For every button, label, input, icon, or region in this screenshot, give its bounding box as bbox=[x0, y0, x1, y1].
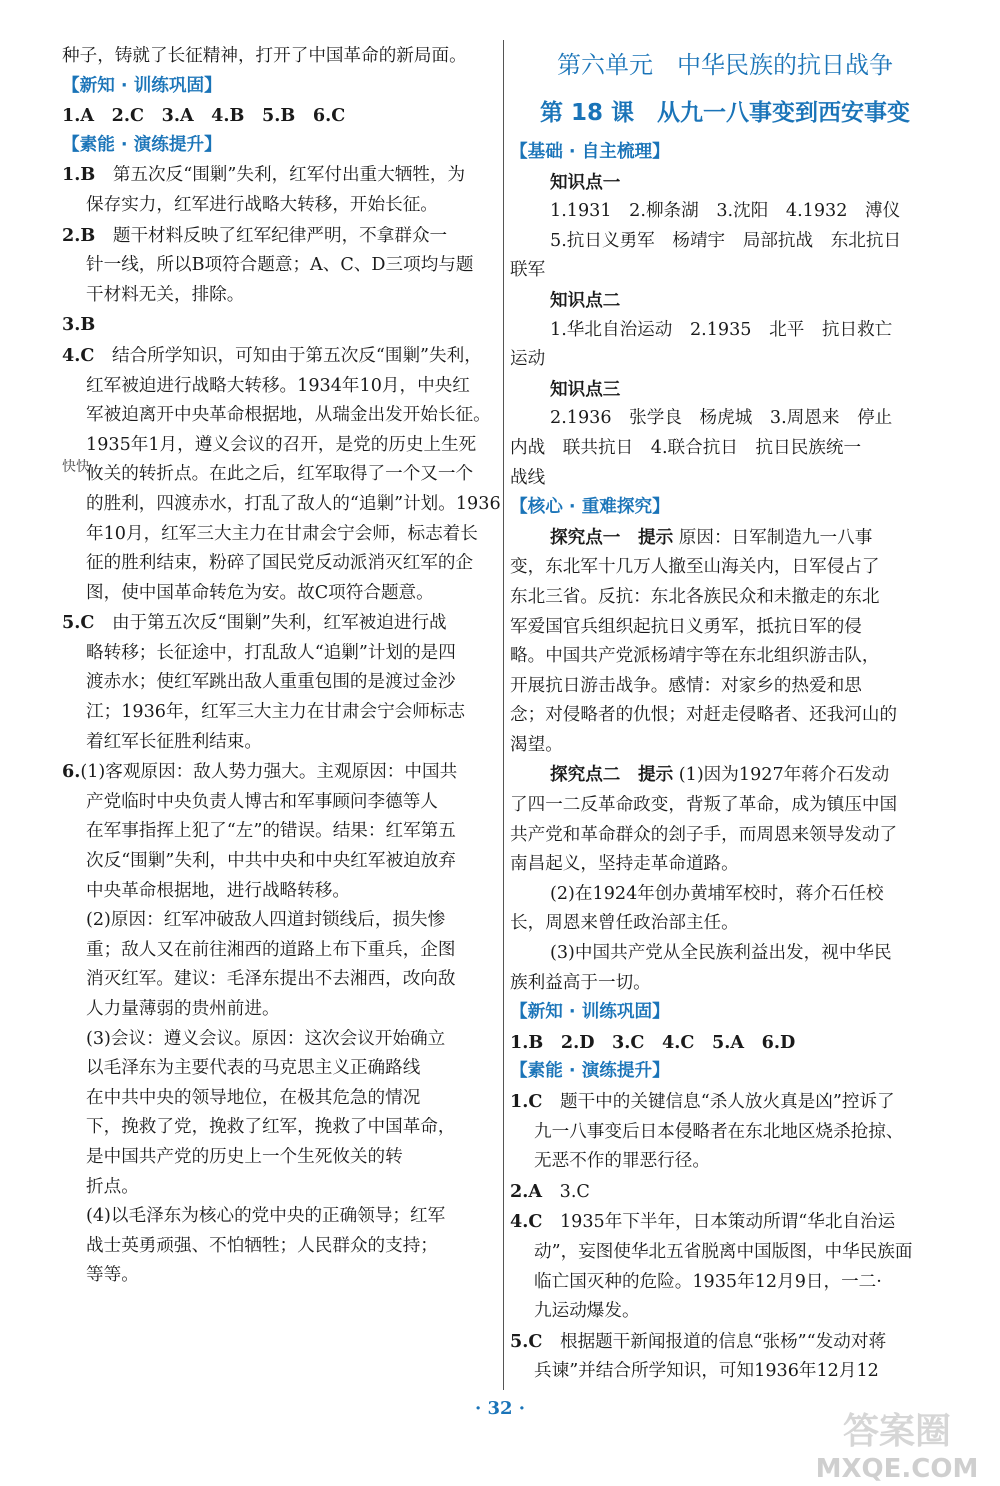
answer-line bbox=[62, 160, 502, 191]
p2-line: 了四一二反革命政变，背叛了革命，成为镇压中国 bbox=[510, 795, 898, 816]
answer-text: (2)原因：红军冲破敌人四道封锁线后，损失惨 bbox=[86, 910, 446, 931]
explore-point-1-first bbox=[510, 523, 940, 554]
answer-text: 消灭红军。建议：毛泽东提出不去湘西，改向敌 bbox=[86, 969, 456, 990]
answer-line bbox=[62, 1113, 502, 1143]
answer-line bbox=[510, 1327, 940, 1358]
explore-point-2-label: 探究点二 提示 bbox=[550, 764, 674, 786]
answer-line bbox=[62, 1025, 502, 1055]
answer-text: 渡赤水；使红军跳出敌人重重包围的是渡过金沙 bbox=[86, 672, 456, 693]
explore-point-2-text: (1)因为1927年蒋介石发动 bbox=[673, 765, 890, 786]
p4-line: 族利益高于一切。 bbox=[510, 972, 651, 993]
k3-line: 2.1936 张学良 杨虎城 3.周恩来 停止 bbox=[550, 408, 893, 429]
question-number: 3.B bbox=[62, 314, 96, 336]
answer-text: 战士英勇顽强、不怕牺牲；人民群众的支持； bbox=[86, 1235, 438, 1256]
knowledge-point-1: 知识点一 bbox=[550, 171, 621, 193]
left-answer-lines bbox=[62, 160, 502, 1291]
question-number: 2.B bbox=[62, 224, 96, 246]
answer-list-2: 1.B 2.D 3.C 4.C 5.A 6.D bbox=[510, 1031, 796, 1053]
side-mark: 快快 bbox=[62, 459, 90, 475]
answer-list: 1.A 2.C 3.A 4.B 5.B 6.C bbox=[62, 105, 346, 127]
question-number: 5.C bbox=[62, 612, 95, 634]
p1-line: 念；对侵略者的仇恨；对赶走侵略者、还我河山的 bbox=[510, 705, 898, 726]
answer-line bbox=[510, 1207, 940, 1238]
column-divider bbox=[503, 40, 504, 1390]
answer-line bbox=[62, 995, 502, 1025]
answer-line bbox=[62, 251, 502, 281]
answer-line bbox=[510, 1357, 940, 1387]
answer-line bbox=[62, 1143, 502, 1173]
answer-text: 由于第五次反“围剿”失利，红军被迫进行战 bbox=[94, 613, 447, 634]
answer-text: 根据题干新闻报道的信息“张杨”“发动对蒋 bbox=[542, 1331, 887, 1352]
answer-line bbox=[62, 460, 502, 490]
answer-line bbox=[62, 936, 502, 966]
answer-line bbox=[62, 906, 502, 936]
question-number: 1.B bbox=[62, 164, 96, 186]
answer-text: 结合所学知识，可知由于第五次反“围剿”失利， bbox=[94, 345, 482, 366]
answer-text: 征的胜利结束，粉碎了国民党反动派消灭红军的企 bbox=[86, 553, 474, 574]
answer-line bbox=[62, 1173, 502, 1203]
answer-text: 针一线，所以B项符合题意；A、C、D三项均与题 bbox=[86, 255, 474, 276]
answer-text: 下，挽救了党，挽救了红军，挽救了中国革命， bbox=[86, 1117, 456, 1138]
k2-line: 1.华北自治运动 2.1935 北平 抗日救亡 bbox=[550, 319, 893, 340]
question-number: 1.C bbox=[510, 1091, 543, 1112]
answer-line bbox=[62, 401, 502, 431]
answer-text: 等等。 bbox=[86, 1265, 139, 1286]
answer-line bbox=[62, 281, 502, 311]
p3-line: 长，周恩来曾任政治部主任。 bbox=[510, 913, 739, 934]
question-number: 5.C bbox=[510, 1330, 543, 1352]
answer-text: 临亡国灭种的危险。1935年12月9日，一二· bbox=[534, 1271, 882, 1292]
answer-text: 以毛泽东为主要代表的马克思主义正确路线 bbox=[86, 1058, 421, 1079]
p2-line: 共产党和革命群众的刽子手，而周恩来领导发动了 bbox=[510, 824, 898, 845]
answer-line bbox=[62, 1232, 502, 1262]
answer-line bbox=[510, 1238, 940, 1268]
p2-line: 南昌起义，坚持走革命道路。 bbox=[510, 854, 739, 875]
watermark-top: 答案圈 bbox=[842, 1411, 952, 1452]
answer-text: 1935年1月，遵义会议的召开，是党的历史上生死 bbox=[86, 434, 477, 455]
answer-line bbox=[62, 668, 502, 698]
explore-point-2-first bbox=[510, 760, 940, 791]
answer-line bbox=[62, 817, 502, 847]
answer-text: 图，使中国革命转危为安。故C项符合题意。 bbox=[86, 582, 434, 603]
explore-point-1-text: 原因：日军制造九一八事 bbox=[673, 527, 873, 548]
answer-text: 攸关的转折点。在此之后，红军取得了一个又一个 bbox=[86, 464, 474, 485]
intro-line: 种子，铸就了长征精神，打开了中国革命的新局面。 bbox=[62, 46, 467, 66]
k1-line: 联军 bbox=[510, 260, 546, 281]
section-heading-ability-2: 【素能 · 演练提升】 bbox=[510, 1061, 670, 1082]
answer-text: 中央革命根据地，进行战略转移。 bbox=[86, 880, 350, 901]
knowledge-point-2: 知识点二 bbox=[550, 289, 621, 311]
answer-text: 红军被迫进行战略大转移。1934年10月，中央红 bbox=[86, 375, 470, 396]
p3-line: (2)在1924年创办黄埔军校时，蒋介石任校 bbox=[550, 883, 884, 904]
knowledge-point-3: 知识点三 bbox=[550, 378, 621, 400]
answer-line bbox=[62, 728, 502, 758]
answer-text: 折点。 bbox=[86, 1176, 139, 1197]
answer-text: 略转移；长征途中，打乱敌人“追剿”计划的是四 bbox=[86, 642, 456, 663]
answer-text: 动”，妄图使华北五省脱离中国版图，中华民族面 bbox=[534, 1241, 913, 1262]
unit-title: 第六单元 中华民族的抗日战争 bbox=[557, 51, 893, 79]
answer-line bbox=[62, 341, 502, 372]
answer-text: 保存实力，红军进行战略大转移，开始长征。 bbox=[86, 194, 438, 215]
answer-line bbox=[62, 788, 502, 818]
answer-text: 军被迫离开中央革命根据地，从瑞金出发开始长征。 bbox=[86, 405, 491, 426]
answer-line bbox=[62, 431, 502, 461]
answer-line bbox=[62, 877, 502, 907]
answer-text: 无恶不作的罪恶行径。 bbox=[534, 1151, 710, 1172]
answer-text: 年10月，红军三大主力在甘肃会宁会师，标志着长 bbox=[86, 523, 478, 544]
answer-line bbox=[62, 221, 502, 252]
answer-line bbox=[510, 1297, 940, 1327]
answer-line bbox=[62, 1084, 502, 1114]
section-heading-basic: 【基础 · 自主梳理】 bbox=[510, 142, 670, 162]
question-number: 6. bbox=[62, 761, 81, 783]
explore-point-1-label: 探究点一 提示 bbox=[550, 526, 674, 548]
answer-line bbox=[510, 1147, 940, 1177]
p1-line: 略。中国共产党派杨靖宇等在东北组织游击队， bbox=[510, 646, 880, 667]
k2-line: 运动 bbox=[510, 349, 546, 370]
answer-text: 江；1936年，红军三大主力在甘肃会宁会师标志 bbox=[86, 702, 466, 723]
answer-text: (1)客观原因：敌人势力强大。主观原因：中国共 bbox=[80, 762, 458, 783]
left-column bbox=[62, 42, 502, 1291]
k3-line: 战线 bbox=[510, 467, 546, 488]
answer-text: 1935年下半年，日本策动所谓“华北自治运 bbox=[542, 1212, 896, 1233]
answer-line bbox=[62, 310, 502, 341]
answer-line bbox=[62, 608, 502, 639]
answer-text: 题干材料反映了红军纪律严明，不拿群众一 bbox=[95, 225, 448, 246]
p1-line: 东北三省。反抗：东北各族民众和未撤走的东北 bbox=[510, 586, 880, 607]
watermark-logo bbox=[805, 1405, 990, 1483]
k1-line: 1.1931 2.柳条湖 3.沈阳 4.1932 溥仪 bbox=[550, 201, 901, 222]
answer-text: 产党临时中央负责人博古和军事顾问李德等人 bbox=[86, 791, 438, 812]
answer-line bbox=[62, 579, 502, 609]
answer-text: 重；敌人又在前往湘西的道路上布下重兵，企图 bbox=[86, 939, 456, 960]
answer-line bbox=[62, 1261, 502, 1291]
answer-line bbox=[62, 698, 502, 728]
section-heading-ability: 【素能 · 演练提升】 bbox=[62, 134, 222, 155]
right-column bbox=[510, 42, 940, 1387]
k3-line: 内战 联共抗日 4.联合抗日 抗日民族统一 bbox=[510, 437, 862, 458]
answer-text: 人力量薄弱的贵州前进。 bbox=[86, 999, 280, 1019]
section-heading-core: 【核心 · 重难探究】 bbox=[510, 497, 670, 518]
section-heading-new-knowledge-2: 【新知 · 训练巩固】 bbox=[510, 1002, 670, 1023]
answer-line bbox=[62, 1202, 502, 1232]
answer-text: 3.C bbox=[542, 1181, 590, 1202]
answer-text: 九一八事变后日本侵略者在东北地区烧杀抢掠、 bbox=[534, 1121, 904, 1142]
answer-line bbox=[62, 1054, 502, 1084]
answer-line bbox=[62, 847, 502, 877]
right-answer-lines bbox=[510, 1087, 940, 1387]
answer-text: 干材料无关，排除。 bbox=[86, 284, 245, 305]
answer-text: 第五次反“围剿”失利，红军付出重大牺牲，为 bbox=[95, 165, 466, 186]
answer-line bbox=[62, 965, 502, 995]
answer-line bbox=[62, 490, 502, 520]
answer-text: (4)以毛泽东为核心的党中央的正确领导；红军 bbox=[86, 1206, 446, 1227]
k1-line: 5.抗日义勇军 杨靖宇 局部抗战 东北抗日 bbox=[550, 230, 902, 251]
watermark-bottom: MXQE.COM bbox=[815, 1454, 979, 1483]
answer-text: 是中国共产党的历史上一个生死攸关的转 bbox=[86, 1146, 403, 1167]
answer-text: 兵谏”并结合所学知识，可知1936年12月12 bbox=[534, 1361, 879, 1382]
p1-line: 渴望。 bbox=[510, 734, 563, 755]
answer-text: 在军事指挥上犯了“左”的错误。结果：红军第五 bbox=[86, 821, 456, 842]
answer-line bbox=[510, 1087, 940, 1118]
p4-line: (3)中国共产党从全民族利益出发，视中华民 bbox=[550, 943, 892, 964]
answer-line bbox=[62, 549, 502, 579]
answer-line bbox=[510, 1118, 940, 1148]
answer-line bbox=[62, 639, 502, 669]
p1-line: 开展抗日游击战争。感情：对家乡的热爱和思 bbox=[510, 675, 862, 696]
answer-line bbox=[62, 372, 502, 402]
answer-text: 在中共中央的领导地位，在极其危急的情况 bbox=[86, 1087, 421, 1108]
question-number: 4.C bbox=[510, 1211, 543, 1233]
answer-line bbox=[62, 757, 502, 788]
answer-line bbox=[510, 1268, 940, 1298]
answer-text: 的胜利，四渡赤水，打乱了敌人的“追剿”计划。1936 bbox=[86, 493, 501, 514]
answer-line bbox=[510, 1177, 940, 1208]
answer-text: (3)会议：遵义会议。原因：这次会议开始确立 bbox=[86, 1028, 446, 1049]
section-heading-new-knowledge: 【新知 · 训练巩固】 bbox=[62, 75, 222, 96]
page-number: · 32 · bbox=[474, 1398, 526, 1419]
question-number: 2.A bbox=[510, 1180, 543, 1202]
p1-line: 变，东北军十几万人撤至山海关内，日军侵占了 bbox=[510, 557, 880, 578]
answer-line bbox=[62, 191, 502, 221]
question-number: 4.C bbox=[62, 344, 95, 366]
lesson-title: 第 18 课 从九一八事变到西安事变 bbox=[539, 100, 911, 126]
answer-text: 次反“围剿”失利，中共中央和中央红军被迫放弃 bbox=[86, 851, 456, 872]
answer-text: 着红军长征胜利结束。 bbox=[86, 731, 262, 752]
answer-line bbox=[62, 520, 502, 550]
answer-text: 九运动爆发。 bbox=[534, 1301, 640, 1322]
answer-text: 题干中的关键信息“杀人放火真是凶”控诉了 bbox=[542, 1092, 895, 1112]
p1-line: 军爱国官兵组织起抗日义勇军，抵抗日军的侵 bbox=[510, 616, 862, 637]
